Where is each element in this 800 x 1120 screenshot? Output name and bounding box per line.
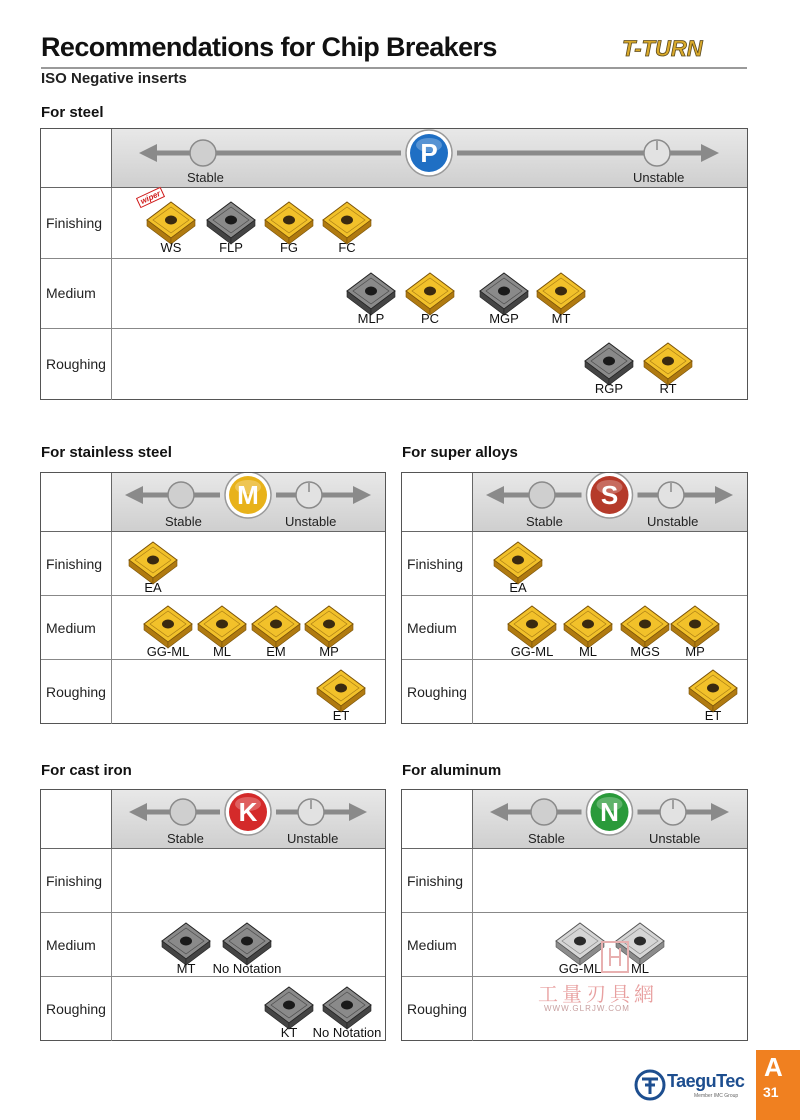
iso-badge-letter: S [600,480,619,510]
table-row-medium [41,259,747,330]
row-divider [472,849,473,912]
page-number: 31 [763,1084,779,1100]
arrow-right-head-icon [715,486,733,504]
arrow-left-head-icon [139,144,157,162]
insert-label: MP [319,644,339,659]
iso-badge-icon [587,473,633,518]
watermark-logo-icon [600,940,630,974]
brand-subtitle: Member IMC Group [694,1093,739,1099]
row-label-finishing: Finishing [407,872,464,889]
iso-badge-icon [587,790,633,835]
insert-label: EM [266,644,286,659]
scale-stable-label: Stable [187,170,224,185]
insert-label: ML [578,644,598,659]
insert-label: EA [509,580,527,595]
row-divider [111,188,112,258]
scale-unstable-label: Unstable [633,170,685,185]
row-label-medium: Medium [46,936,96,953]
row-divider [472,977,473,1041]
insert-label: FC [338,240,356,255]
row-divider [472,913,473,976]
page-title: Recommendations for Chip Breakers [41,32,497,62]
table-row-medium [41,596,385,660]
insert-label: RT [659,381,677,396]
scale-unstable-label: Unstable [287,831,339,846]
row-label-roughing: Roughing [407,1001,467,1017]
arrow-right-head-icon [349,803,367,821]
castiron-chart-table [40,789,386,1041]
insert-label: MGS [630,644,660,659]
insert-label: WS [160,240,182,255]
watermark-chinese-text: 工量刃具網 [538,982,658,1006]
insert-label: MP [685,644,705,659]
page-tab-letter: A [764,1052,783,1082]
row-divider [111,849,112,912]
table-row-roughing [41,660,385,724]
scale-stable-label: Stable [526,514,563,529]
insert-label: MGP [489,310,519,326]
table-row-finishing [402,532,747,596]
superalloys-chart-table [401,472,748,724]
stability-arrow [472,790,747,849]
section-title-stainless: For stainless steel [41,444,172,461]
page-tab [756,1050,800,1120]
t-turn-logo [618,30,748,66]
row-divider [111,532,112,595]
stable-ball-icon [190,140,216,166]
row-divider [111,913,112,976]
stainless-chart-table [40,472,386,724]
stable-ball-icon [168,482,194,508]
row-label-medium: Medium [46,619,96,636]
row-divider [111,329,112,400]
insert-label: RGP [594,381,624,396]
row-divider [472,660,473,724]
row-label-roughing: Roughing [407,684,467,700]
scale-unstable-label: Unstable [285,514,337,529]
table-row-finishing [402,849,747,913]
arrow-left-head-icon [129,803,147,821]
row-label-finishing: Finishing [46,555,103,572]
insert-label: GG-ML [558,961,602,976]
insert-label: GG-ML [146,644,190,659]
iso-badge-icon [225,790,271,835]
arrow-left-head-icon [486,486,504,504]
section-title-castiron: For cast iron [41,762,132,779]
iso-badge-letter: P [420,138,438,168]
insert-label: No Notation [312,1025,382,1040]
insert-label: MT [176,961,196,976]
insert-label: ML [212,644,232,659]
insert-label: MLP [357,310,385,326]
iso-badge-letter: M [237,480,259,510]
row-label-medium: Medium [407,619,457,636]
section-title-aluminum: For aluminum [402,762,502,779]
scale-stable-label: Stable [528,831,565,846]
insert-label: FLP [219,240,243,255]
steel-chart-table [40,128,748,400]
row-divider [472,532,473,595]
stability-arrow [111,473,385,532]
arrow-left-head-icon [125,486,143,504]
table-row-roughing [402,660,747,724]
insert-label: ET [332,708,350,723]
arrow-right-head-icon [711,803,729,821]
stable-ball-icon [529,482,555,508]
iso-badge-icon [406,130,452,176]
row-divider [111,977,112,1041]
iso-badge-letter: K [238,797,258,827]
scale-unstable-label: Unstable [647,514,699,529]
insert-label: FG [279,240,299,255]
wiper-tag: wiper [136,187,165,208]
insert-label: PC [420,310,440,326]
insert-label: ML [630,961,650,976]
arrow-right-head-icon [353,486,371,504]
title-divider [41,67,747,69]
arrow-right-head-icon [701,144,719,162]
watermark-url: WWW.GLRJW.COM [544,1004,630,1013]
stable-ball-icon [531,799,557,825]
stable-ball-icon [170,799,196,825]
iso-badge-icon [225,473,271,518]
table-row-roughing [41,329,747,400]
row-label-roughing: Roughing [46,1001,106,1017]
scale-stable-label: Stable [167,831,204,846]
table-row-medium [41,913,385,977]
insert-label: EA [144,580,162,595]
row-label-medium: Medium [407,936,457,953]
t-turn-logo-text: T-TURN [622,36,703,61]
row-label-roughing: Roughing [46,684,106,700]
table-row-finishing [41,849,385,913]
stability-arrow [111,790,385,849]
row-divider [111,596,112,659]
insert-label: KT [280,1025,298,1040]
table-row-roughing [41,977,385,1041]
stability-arrow [472,473,747,532]
insert-label: ET [704,708,722,723]
table-row-finishing [41,532,385,596]
insert-label: MT [551,310,571,326]
page-subtitle: ISO Negative inserts [41,70,187,87]
insert-label: No Notation [212,961,282,976]
table-row-finishing [41,188,747,259]
row-label-finishing: Finishing [46,214,103,231]
row-divider [472,596,473,659]
arrow-left-head-icon [490,803,508,821]
section-title-superalloys: For super alloys [402,444,518,461]
scale-stable-label: Stable [165,514,202,529]
row-label-medium: Medium [46,285,96,302]
insert-label: GG-ML [510,644,554,659]
row-divider [111,660,112,724]
row-divider [111,259,112,329]
brand-name: TaeguTec [667,1071,745,1091]
iso-badge-letter: N [600,797,619,827]
row-label-roughing: Roughing [46,356,106,373]
row-label-finishing: Finishing [46,872,103,889]
section-title-steel: For steel [41,104,104,121]
scale-unstable-label: Unstable [649,831,701,846]
table-row-medium [402,913,747,977]
table-row-medium [402,596,747,660]
row-label-finishing: Finishing [407,555,464,572]
